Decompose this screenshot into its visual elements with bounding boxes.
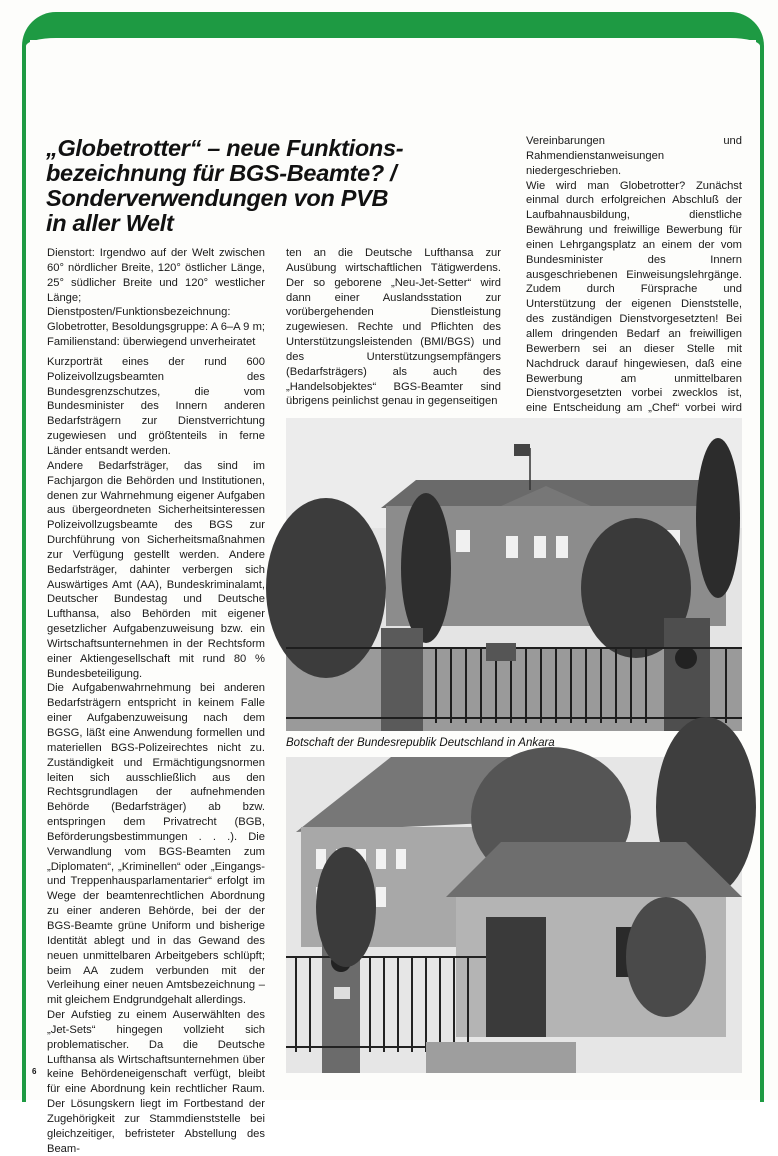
- article-column-1: [47, 246, 265, 1156]
- page-number: 6: [32, 1067, 37, 1076]
- paragraph-lufthansa: ten an die Deutsche Lufthansa zur Ausübung wirtschaftlichen Tätigwerdens. Der so geborene „Neu-Jet-Setter“ wird dann einer Auslandsstation zur vorübergehenden Dienstleistung zugewiesen. Rechte und Pflichten des Unterstützungsleistenden (BMI/BGS) und des Unterstützungsempfängers (Bedarfsträgers) als auch des „Handelsobjektes“ BGS-Beamter sind übrigens peinlichst genau in gegenseitigen: [286, 247, 501, 408]
- paragraph-bedarfstraeger: Andere Bedarfsträger, das sind im Fachjargon die Behörden und Institutionen, denen zur Wahrnehmung eigener Aufgaben aus übergeordneten Sicherheitsinteressen Polizeivollzugsbeamte des BGS zur Durchführung von Sicherheitsmaßnahmen zur Verfügung gestellt werden. Andere Bedarfsträger, dahinter verbergen sich Auswärtiges Amt (AA), Bundeskriminalamt, Deutscher Bundestag und Deutsche Lufthansa, also Behörden mit eigener gesetzlicher Aufgabenzuweisung bzw. ein Wirtschaftsunternehmen in der Rechtsform einer Aktiengesellschaft mit rund 80 % Bundesbeteiligung.: [47, 459, 265, 680]
- paragraph-wie-wird-man: Wie wird man Globetrotter? Zunächst einmal durch erfolgreichen Abschluß der Laufbahnausbildung, dienstliche Bewährung und freiwillige Bewerbung für einen Lehrgangsplatz an einem der vom Bundesminister des Innern ausgeschriebenen Einweisungslehrgänge. Zudem durch Fürsprache und Unterstützung der eigenen Dienststelle, des zuständigen Dienstvorgesetzten! Bei allem dringenden Bedarf an freiwilligen Bewerbern sei an dieser Stelle mit Nachdruck darauf hingewiesen, daß eine Bewerbung am unmittelbaren Dienstvorgesetzten vorbei zwecklos ist, eine Entscheidung am „Chef“ vorbei wird: [526, 179, 742, 415]
- embassy-photo: [286, 418, 742, 731]
- paragraph-aufgabenwahrnehmung: Die Aufgabenwahrnehmung bei anderen Bedarfsträgern entspricht in keinem Falle einer Aufgabenzuweisung nach dem BGSG, läßt eine Anwendung formellen und materiellen BGS-Polizeirechtes nicht zu. Zuständigkeit und Ermächtigungsnormen leiten sich ausschließlich aus den Rechtsgrundlagen der aufnehmenden Behörde (Bedarfsträger) ab bzw. entspringen dem Privatrecht (BGB, Beförderungsbestimmungen . . .). Die Verwandlung vom BGS-Beamten zum „Diplomaten“, „Kriminellen“ oder „Eingangs- und Treppenhausparlamentarier“ erfolgt im Wege der beamtenrechtlichen Abordnung zu einer anderen Behörde, bei der der BGS-Beamte grüne Uniform und bisherige Identität ablegt und in das Gewand des neuen unmittelbaren Arbeitgebers schlüpft; beim AA zudem verbunden mit der Verleihung einer neuen Amtsbezeichnung – mit gleichem Endgrundgehalt allerdings.: [47, 682, 265, 1007]
- paragraph-dienstposten: Dienstposten/Funktionsbezeichnung: Globetrotter, Besoldungsgruppe: A 6–A 9 m; Familienstand: überwiegend unverheiratet: [47, 306, 265, 349]
- paragraph-dienstort: Dienstort: Irgendwo auf der Welt zwischen 60° nördlicher Breite, 120° östlicher Länge, 25° südlicher Breite und 120° westlicher Länge;: [47, 247, 265, 304]
- embassy-building-illustration: [286, 418, 742, 731]
- article-title: „Globetrotter“ – neue Funktions- bezeichnung für BGS-Beamte? / Sonderverwendungen von PVB in aller Welt: [46, 135, 404, 236]
- article-column-2: [286, 246, 501, 409]
- paragraph-vereinbarungen: Vereinbarungen und Rahmendienstanweisungen niedergeschrieben.: [526, 135, 742, 177]
- photo-caption: Botschaft der Bundesrepublik Deutschland in Ankara: [286, 737, 555, 749]
- gatehouse-illustration: [286, 757, 742, 1073]
- paragraph-kurzportraet: Kurzporträt eines der rund 600 Polizeivollzugsbeamten des Bundesgrenzschutzes, die vom Bundesminister des Innern anderen Bedarfsträgern zur Dienstverrichtung zugewiesen und größtenteils in ferne Länder entsandt werden.: [47, 355, 265, 457]
- article-column-3: [526, 134, 742, 431]
- gatehouse-photo: [286, 757, 742, 1073]
- paragraph-aufstieg: Der Aufstieg zu einem Auserwählten des „Jet-Sets“ hingegen vollzieht sich problematischer. Da die Deutsche Lufthansa als Wirtschaftsunternehmen über keine Behördeneigenschaft verfügt, bleibt für eine Abordnung kein rechtlicher Raum. Der Lösungskern liegt im Fortbestand der Zugehörigkeit zur Stammdienststelle bei gleichzeitiger, befristeter Abstellung des Beam-: [47, 1009, 265, 1155]
